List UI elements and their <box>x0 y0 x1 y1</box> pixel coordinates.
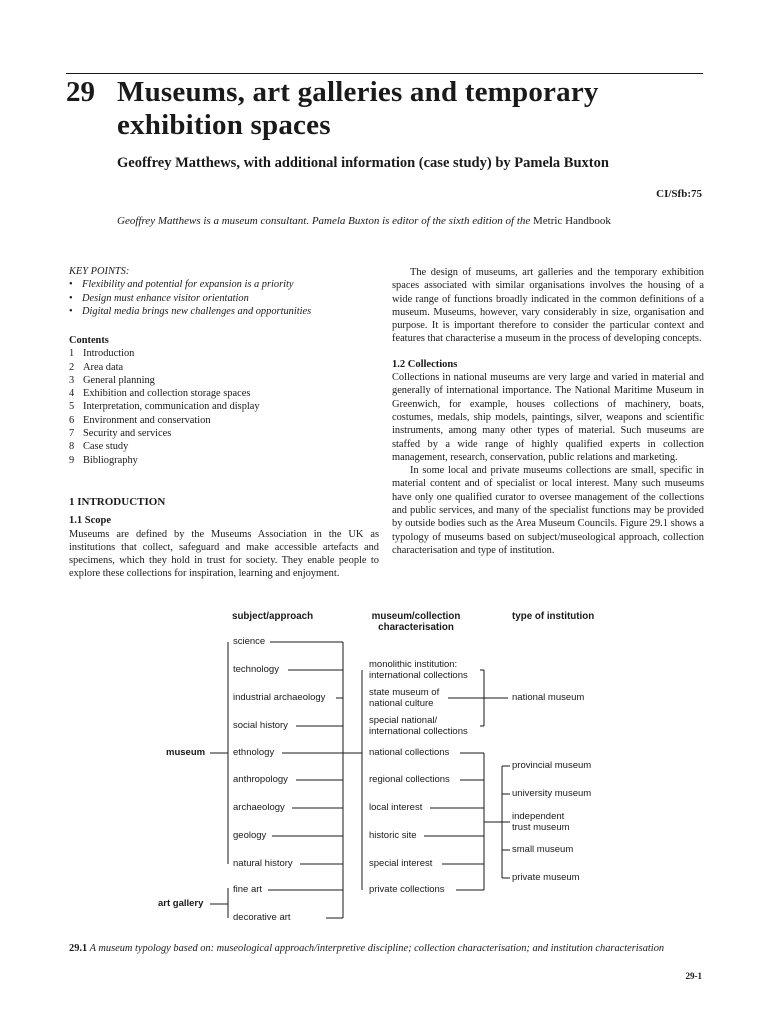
subject-science: science <box>233 636 266 647</box>
author-note-text: Geoffrey Matthews is a museum consultant. Pamela Buxton is editor of the sixth edition of the <box>117 215 534 227</box>
toc-item <box>69 414 379 427</box>
toc-item <box>69 427 379 440</box>
subject-natural-history: natural history <box>233 858 293 869</box>
collection-private: private collections <box>369 884 445 895</box>
right-column <box>392 266 704 557</box>
toc-label: Bibliography <box>83 454 138 466</box>
toc-label: General planning <box>83 374 155 386</box>
scope-heading: 1.1 Scope <box>69 515 111 527</box>
museum-label: museum <box>166 747 206 758</box>
scope-paragraph: Museums are defined by the Museums Association in the UK as institutions that collect, safeguard and make accessible artefacts and specimens, which they hold in trust for society. They enable people to explore these collections for inspiration, learning and enjoyment. <box>69 528 379 580</box>
toc-num: 3 <box>69 374 75 386</box>
subject-geology: geology <box>233 830 267 841</box>
section-heading: 1 INTRODUCTION <box>69 496 166 508</box>
collection-local-interest: local interest <box>369 802 423 813</box>
chapter-number: 29 <box>66 76 95 108</box>
page-number: 29-1 <box>685 971 702 981</box>
institution-small: small museum <box>512 844 574 855</box>
key-points-heading: KEY POINTS: <box>69 266 130 277</box>
key-points-list <box>69 278 379 318</box>
figure-caption <box>69 942 704 955</box>
toc-label: Area data <box>83 361 124 373</box>
toc-num: 5 <box>69 401 75 413</box>
toc-num: 1 <box>69 348 75 360</box>
toc-item <box>69 454 379 467</box>
subject-archaeology: archaeology <box>233 802 285 813</box>
toc-item <box>69 361 379 374</box>
subject-social-history: social history <box>233 720 288 731</box>
key-point: • Digital media brings new challenges and opportunities <box>69 305 379 318</box>
toc-num: 7 <box>69 428 75 440</box>
head-institution: type of institution <box>512 611 595 622</box>
collection-historic-site: historic site <box>369 830 417 841</box>
institution-national: national museum <box>512 692 585 703</box>
collection-special-interest: special interest <box>369 858 433 869</box>
contents <box>69 334 379 467</box>
cisfb-code: CI/Sfb:75 <box>656 188 702 200</box>
subject-ethnology: ethnology <box>233 747 275 758</box>
toc-num: 2 <box>69 361 75 373</box>
subject-anthropology: anthropology <box>233 774 288 785</box>
author-note <box>117 215 611 227</box>
toc-item <box>69 387 379 400</box>
institution-university: university museum <box>512 788 592 799</box>
subject-technology: technology <box>233 664 279 675</box>
toc-item <box>69 374 379 387</box>
contents-heading: Contents <box>69 335 109 346</box>
toc-item <box>69 440 379 453</box>
toc-num: 9 <box>69 454 75 466</box>
collections-paragraph: Collections in national museums are very large and varied in material and generally of international importance. The National Maritime Museum in Greenwich, for example, houses collections of machinery, boats, costumes, medals, ship models, paintings, silver, weapons and scientific instruments, among many other types of material. Such museums are staffed by a wide range of highly qualified experts in collection management, research, conservation, public relations and marketing. <box>392 372 704 463</box>
subject-industrial-archaeology: industrial archaeology <box>233 692 326 703</box>
header-rule <box>66 73 703 74</box>
toc-label: Security and services <box>83 428 172 440</box>
toc-num: 4 <box>69 388 75 400</box>
subject-fine-art: fine art <box>233 884 263 895</box>
typology-diagram <box>0 600 768 940</box>
chapter-title: Museums, art galleries and temporary exhibition spaces <box>117 76 599 141</box>
head-subject: subject/approach <box>232 611 314 622</box>
intro-paragraph: The design of museums, art galleries and the temporary exhibition spaces associated with similar organisations involves the housing of a wide range of functions broadly indicated in the common definitions of a museum. Museums, however, vary considerably in size, organisation and purpose. It is important therefore to consider the particular context and features that characterise a museum in the process of developing concepts. <box>392 267 704 345</box>
caption-number: 29.1 <box>69 943 88 954</box>
toc-label: Interpretation, communication and display <box>83 401 260 413</box>
collection-monolithic: monolithic institution: international collections <box>369 659 468 681</box>
institution-provincial: provincial museum <box>512 760 592 771</box>
collection-national: national collections <box>369 747 450 758</box>
toc-item <box>69 400 379 413</box>
toc-label: Environment and conservation <box>83 414 211 426</box>
institution-independent: independent trust museum <box>512 811 570 833</box>
key-point: • Flexibility and potential for expansion is a priority <box>69 278 379 291</box>
collections-heading: 1.2 Collections <box>392 358 458 370</box>
toc-num: 8 <box>69 441 75 453</box>
authors-line: Geoffrey Matthews, with additional information (case study) by Pamela Buxton <box>117 155 609 171</box>
toc-item <box>69 347 379 360</box>
subject-decorative-art: decorative art <box>233 912 291 923</box>
author-note-book: Metric Handbook <box>533 215 611 227</box>
key-points <box>69 265 379 318</box>
collection-regional: regional collections <box>369 774 450 785</box>
collection-special-national: special national/ international collections <box>369 715 468 737</box>
section-introduction <box>69 496 379 581</box>
collection-state-museum: state museum of national culture <box>369 687 440 709</box>
art-gallery-label: art gallery <box>158 898 204 909</box>
toc-label: Case study <box>83 441 129 453</box>
collections-paragraph-2: In some local and private museums collections are small, specific in material content and of specialist or local interest. Many such museums have only one qualified curator to oversee management of the collections and public services, and many of the specialist functions may be provided by outside bodies such as the Area Museum Councils. Figure 29.1 shows a typology of museums based on subject/museological approach, collection characterisation and type of institution. <box>392 465 704 556</box>
toc-label: Exhibition and collection storage spaces <box>83 388 251 400</box>
toc-label: Introduction <box>83 348 135 360</box>
key-point: • Design must enhance visitor orientation <box>69 292 379 305</box>
toc-num: 6 <box>69 414 75 426</box>
institution-private: private museum <box>512 872 580 883</box>
caption-text: A museum typology based on: museological approach/interpretive discipline; collection characterisation; and institution characterisation <box>89 943 665 954</box>
head-collection: museum/collection characterisation <box>371 611 461 633</box>
